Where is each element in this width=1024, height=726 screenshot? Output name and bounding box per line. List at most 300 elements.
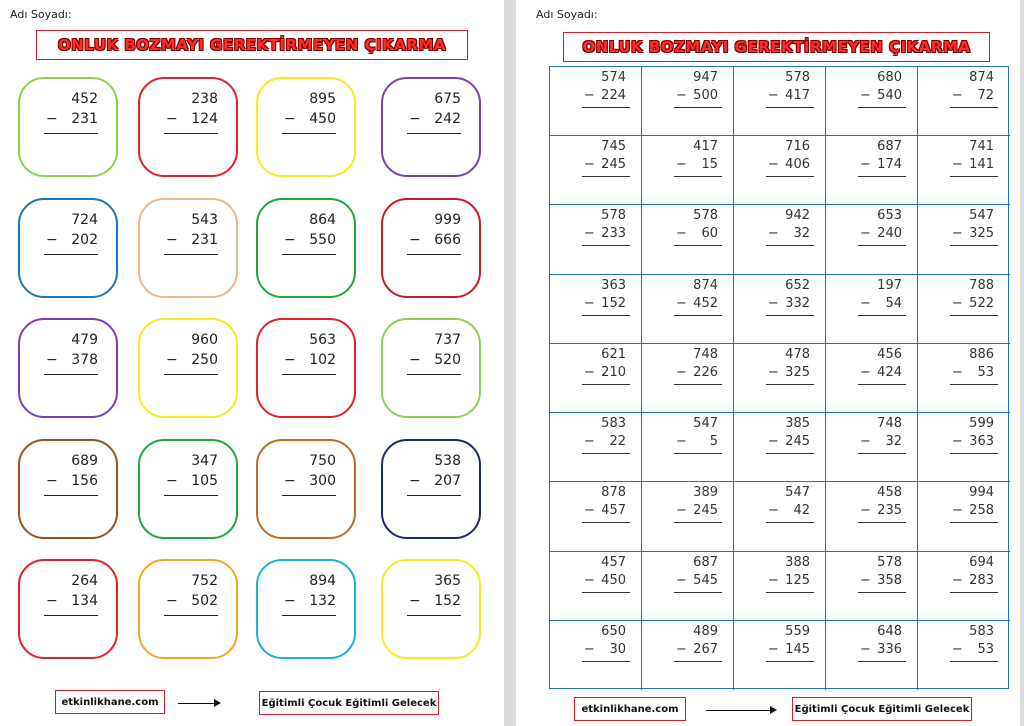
minuend: 653 (877, 208, 902, 224)
problem-card (138, 559, 238, 659)
answer-line (766, 315, 814, 316)
minus-sign: − (409, 593, 421, 609)
answer-line (582, 245, 630, 246)
subtrahend: 233 (601, 226, 626, 242)
worksheet-page-right (516, 0, 1020, 726)
problem-card (256, 559, 356, 659)
minuend: 458 (877, 485, 902, 501)
minuend: 864 (309, 212, 336, 228)
subtrahend: 156 (71, 473, 98, 489)
grid-cell (826, 136, 918, 205)
answer-line (766, 522, 814, 523)
answer-line (950, 661, 998, 662)
problem-grid (549, 66, 1009, 689)
answer-line (164, 495, 218, 496)
subtrahend: 336 (877, 641, 902, 657)
minus-sign: − (768, 503, 779, 519)
answer-line (950, 522, 998, 523)
grid-cell (734, 205, 826, 274)
minus-sign: − (768, 226, 779, 242)
subtrahend: 378 (71, 352, 98, 368)
answer-line (44, 374, 98, 375)
minus-sign: − (676, 434, 687, 450)
minuend: 563 (309, 332, 336, 348)
minus-sign: − (166, 473, 178, 489)
minus-sign: − (584, 572, 595, 588)
minus-sign: − (676, 641, 687, 657)
minus-sign: − (166, 111, 178, 127)
subtrahend: 32 (885, 434, 902, 450)
footer-arrow (178, 703, 216, 704)
grid-cell (550, 621, 642, 690)
answer-line (858, 384, 906, 385)
grid-cell (550, 552, 642, 621)
grid-cell (918, 67, 1010, 136)
minus-sign: − (952, 364, 963, 380)
problem-card (256, 198, 356, 298)
minuend: 895 (309, 91, 336, 107)
subtrahend: 124 (191, 111, 218, 127)
minuend: 675 (434, 91, 461, 107)
answer-line (858, 176, 906, 177)
minus-sign: − (584, 157, 595, 173)
minus-sign: − (166, 232, 178, 248)
subtrahend: 54 (885, 295, 902, 311)
answer-line (674, 107, 722, 108)
minus-sign: − (284, 232, 296, 248)
minuend: 452 (71, 91, 98, 107)
name-label: Adı Soyadı: (10, 8, 72, 21)
subtrahend: 231 (71, 111, 98, 127)
answer-line (44, 495, 98, 496)
minus-sign: − (860, 572, 871, 588)
grid-cell (826, 275, 918, 344)
minus-sign: − (860, 295, 871, 311)
answer-line (164, 254, 218, 255)
grid-cell (826, 67, 918, 136)
subtrahend: 245 (785, 434, 810, 450)
subtrahend: 5 (709, 434, 718, 450)
grid-cell (826, 205, 918, 274)
answer-line (674, 522, 722, 523)
subtrahend: 283 (969, 572, 994, 588)
answer-line (282, 615, 336, 616)
footer-site: etkinlikhane.com (574, 697, 686, 721)
grid-cell (918, 552, 1010, 621)
footer-arrow (706, 710, 772, 711)
subtrahend: 235 (877, 503, 902, 519)
answer-line (164, 615, 218, 616)
subtrahend: 210 (601, 364, 626, 380)
minus-sign: − (584, 434, 595, 450)
grid-cell (550, 482, 642, 551)
subtrahend: 72 (977, 88, 994, 103)
subtrahend: 450 (601, 572, 626, 588)
minuend: 878 (601, 485, 626, 501)
minuend: 599 (969, 416, 994, 432)
answer-line (858, 522, 906, 523)
subtrahend: 60 (701, 226, 718, 242)
minuend: 456 (877, 346, 902, 362)
grid-cell (826, 552, 918, 621)
subtrahend: 53 (977, 641, 994, 657)
minus-sign: − (768, 364, 779, 380)
subtrahend: 240 (877, 226, 902, 242)
grid-cell (918, 344, 1010, 413)
subtrahend: 522 (969, 295, 994, 311)
problem-card (381, 318, 481, 418)
minuend: 724 (71, 212, 98, 228)
minuend: 547 (693, 416, 718, 432)
minus-sign: − (409, 232, 421, 248)
subtrahend: 141 (969, 157, 994, 173)
subtrahend: 325 (969, 226, 994, 242)
answer-line (674, 661, 722, 662)
problem-card (18, 559, 118, 659)
grid-cell (550, 275, 642, 344)
problem-card (256, 439, 356, 539)
answer-line (674, 453, 722, 454)
minuend: 559 (785, 623, 810, 639)
minus-sign: − (768, 88, 779, 103)
minus-sign: − (46, 111, 58, 127)
answer-line (858, 453, 906, 454)
subtrahend: 242 (434, 111, 461, 127)
minus-sign: − (952, 503, 963, 519)
grid-cell (918, 275, 1010, 344)
grid-cell (734, 67, 826, 136)
answer-line (950, 107, 998, 108)
answer-line (44, 133, 98, 134)
problem-card (256, 77, 356, 177)
minuend: 741 (969, 139, 994, 155)
footer-site: etkinlikhane.com (55, 690, 165, 714)
minus-sign: − (860, 641, 871, 657)
minus-sign: − (860, 503, 871, 519)
footer-arrow-head (770, 706, 777, 714)
minus-sign: − (46, 473, 58, 489)
minuend: 543 (191, 212, 218, 228)
subtrahend: 502 (191, 593, 218, 609)
answer-line (950, 453, 998, 454)
subtrahend: 245 (693, 503, 718, 519)
grid-cell (550, 344, 642, 413)
minus-sign: − (676, 572, 687, 588)
answer-line (766, 107, 814, 108)
minus-sign: − (584, 226, 595, 242)
problem-card (18, 318, 118, 418)
answer-line (407, 133, 461, 134)
minuend: 650 (601, 623, 626, 639)
minus-sign: − (860, 157, 871, 173)
answer-line (582, 661, 630, 662)
answer-line (858, 661, 906, 662)
subtrahend: 145 (785, 641, 810, 657)
grid-cell (642, 205, 734, 274)
minuend: 578 (877, 554, 902, 570)
answer-line (582, 592, 630, 593)
grid-cell (550, 67, 642, 136)
minus-sign: − (409, 352, 421, 368)
answer-line (950, 245, 998, 246)
minus-sign: − (952, 641, 963, 657)
minus-sign: − (952, 295, 963, 311)
subtrahend: 125 (785, 572, 810, 588)
minuend: 994 (969, 485, 994, 501)
answer-line (766, 592, 814, 593)
answer-line (164, 133, 218, 134)
answer-line (282, 254, 336, 255)
subtrahend: 258 (969, 503, 994, 519)
grid-cell (918, 413, 1010, 482)
grid-cell (642, 275, 734, 344)
answer-line (282, 374, 336, 375)
subtrahend: 134 (71, 593, 98, 609)
minuend: 716 (785, 139, 810, 155)
minus-sign: − (768, 641, 779, 657)
minus-sign: − (952, 226, 963, 242)
minuend: 687 (693, 554, 718, 570)
subtrahend: 666 (434, 232, 461, 248)
subtrahend: 452 (693, 295, 718, 311)
grid-cell (734, 275, 826, 344)
answer-line (950, 176, 998, 177)
subtrahend: 22 (609, 434, 626, 450)
minuend: 457 (601, 554, 626, 570)
minus-sign: − (676, 295, 687, 311)
minus-sign: − (768, 295, 779, 311)
footer-arrow-head (214, 699, 221, 707)
grid-cell (550, 136, 642, 205)
answer-line (766, 453, 814, 454)
name-label: Adı Soyadı: (536, 8, 598, 21)
answer-line (950, 384, 998, 385)
subtrahend: 132 (309, 593, 336, 609)
answer-line (858, 315, 906, 316)
grid-cell (642, 344, 734, 413)
grid-cell (642, 67, 734, 136)
minuend: 389 (693, 485, 718, 501)
minuend: 689 (71, 453, 98, 469)
subtrahend: 224 (601, 88, 626, 103)
grid-cell (826, 344, 918, 413)
minuend: 417 (693, 139, 718, 155)
problem-card (18, 77, 118, 177)
problem-card (138, 198, 238, 298)
minuend: 748 (693, 346, 718, 362)
minus-sign: − (284, 352, 296, 368)
subtrahend: 53 (977, 364, 994, 380)
minus-sign: − (46, 232, 58, 248)
minus-sign: − (952, 157, 963, 173)
minus-sign: − (952, 88, 963, 103)
subtrahend: 267 (693, 641, 718, 657)
minuend: 648 (877, 623, 902, 639)
minus-sign: − (584, 641, 595, 657)
worksheet-title: ONLUK BOZMAYI GEREKTİRMEYEN ÇIKARMA (58, 36, 446, 54)
subtrahend: 30 (609, 641, 626, 657)
minuend: 347 (191, 453, 218, 469)
answer-line (766, 384, 814, 385)
answer-line (674, 176, 722, 177)
footer-slogan: Eğitimli Çocuk Eğitimli Gelecek (259, 691, 439, 715)
minuend: 874 (969, 70, 994, 85)
minuend: 365 (434, 573, 461, 589)
minus-sign: − (860, 434, 871, 450)
subtrahend: 152 (434, 593, 461, 609)
answer-line (282, 495, 336, 496)
minus-sign: − (584, 364, 595, 380)
answer-line (407, 615, 461, 616)
grid-cell (550, 205, 642, 274)
problem-card (138, 439, 238, 539)
minus-sign: − (676, 157, 687, 173)
minus-sign: − (952, 434, 963, 450)
minus-sign: − (768, 434, 779, 450)
answer-line (950, 315, 998, 316)
minus-sign: − (46, 352, 58, 368)
problem-card (381, 198, 481, 298)
subtrahend: 102 (309, 352, 336, 368)
answer-line (766, 661, 814, 662)
answer-line (674, 245, 722, 246)
minuend: 874 (693, 277, 718, 293)
minus-sign: − (860, 364, 871, 380)
subtrahend: 245 (601, 157, 626, 173)
minuend: 489 (693, 623, 718, 639)
minuend: 694 (969, 554, 994, 570)
minuend: 574 (601, 70, 626, 85)
minuend: 264 (71, 573, 98, 589)
answer-line (582, 315, 630, 316)
answer-line (282, 133, 336, 134)
subtrahend: 363 (969, 434, 994, 450)
grid-cell (734, 136, 826, 205)
subtrahend: 105 (191, 473, 218, 489)
minuend: 750 (309, 453, 336, 469)
subtrahend: 207 (434, 473, 461, 489)
answer-line (582, 522, 630, 523)
minuend: 942 (785, 208, 810, 224)
worksheet-title: ONLUK BOZMAYI GEREKTİRMEYEN ÇIKARMA (582, 38, 971, 56)
grid-cell (826, 621, 918, 690)
minuend: 363 (601, 277, 626, 293)
grid-cell (918, 205, 1010, 274)
grid-cell (826, 413, 918, 482)
minuend: 737 (434, 332, 461, 348)
subtrahend: 550 (309, 232, 336, 248)
subtrahend: 325 (785, 364, 810, 380)
answer-line (407, 495, 461, 496)
minuend: 578 (601, 208, 626, 224)
minuend: 478 (785, 346, 810, 362)
minuend: 748 (877, 416, 902, 432)
subtrahend: 424 (877, 364, 902, 380)
minuend: 388 (785, 554, 810, 570)
minus-sign: − (409, 111, 421, 127)
minuend: 960 (191, 332, 218, 348)
answer-line (950, 592, 998, 593)
problem-card (381, 559, 481, 659)
minus-sign: − (860, 88, 871, 103)
minus-sign: − (166, 352, 178, 368)
minus-sign: − (952, 572, 963, 588)
minus-sign: − (676, 226, 687, 242)
problem-card (381, 77, 481, 177)
answer-line (44, 254, 98, 255)
answer-line (44, 615, 98, 616)
subtrahend: 540 (877, 88, 902, 103)
minuend: 752 (191, 573, 218, 589)
subtrahend: 174 (877, 157, 902, 173)
subtrahend: 32 (793, 226, 810, 242)
subtrahend: 202 (71, 232, 98, 248)
minuend: 479 (71, 332, 98, 348)
subtrahend: 545 (693, 572, 718, 588)
grid-cell (734, 344, 826, 413)
minus-sign: − (284, 473, 296, 489)
minuend: 687 (877, 139, 902, 155)
answer-line (766, 245, 814, 246)
grid-cell (918, 482, 1010, 551)
problem-card (138, 77, 238, 177)
answer-line (858, 107, 906, 108)
answer-line (766, 176, 814, 177)
title-box (563, 32, 990, 62)
answer-line (582, 176, 630, 177)
grid-cell (642, 552, 734, 621)
minuend: 583 (969, 623, 994, 639)
problem-card (381, 439, 481, 539)
minuend: 547 (785, 485, 810, 501)
minus-sign: − (676, 88, 687, 103)
minuend: 621 (601, 346, 626, 362)
minuend: 197 (877, 277, 902, 293)
subtrahend: 406 (785, 157, 810, 173)
minus-sign: − (166, 593, 178, 609)
minuend: 547 (969, 208, 994, 224)
minuend: 745 (601, 139, 626, 155)
minus-sign: − (584, 295, 595, 311)
minus-sign: − (284, 111, 296, 127)
minuend: 999 (434, 212, 461, 228)
minus-sign: − (676, 503, 687, 519)
subtrahend: 250 (191, 352, 218, 368)
minus-sign: − (46, 593, 58, 609)
problem-card (18, 198, 118, 298)
minuend: 578 (785, 70, 810, 85)
subtrahend: 417 (785, 88, 810, 103)
minus-sign: − (676, 364, 687, 380)
subtrahend: 152 (601, 295, 626, 311)
answer-line (674, 592, 722, 593)
title-box (36, 30, 468, 60)
minuend: 385 (785, 416, 810, 432)
minuend: 538 (434, 453, 461, 469)
answer-line (858, 592, 906, 593)
answer-line (407, 254, 461, 255)
answer-line (582, 107, 630, 108)
subtrahend: 332 (785, 295, 810, 311)
subtrahend: 15 (701, 157, 718, 173)
answer-line (858, 245, 906, 246)
grid-cell (734, 482, 826, 551)
minuend: 583 (601, 416, 626, 432)
minuend: 788 (969, 277, 994, 293)
answer-line (674, 315, 722, 316)
grid-cell (734, 413, 826, 482)
grid-cell (734, 552, 826, 621)
